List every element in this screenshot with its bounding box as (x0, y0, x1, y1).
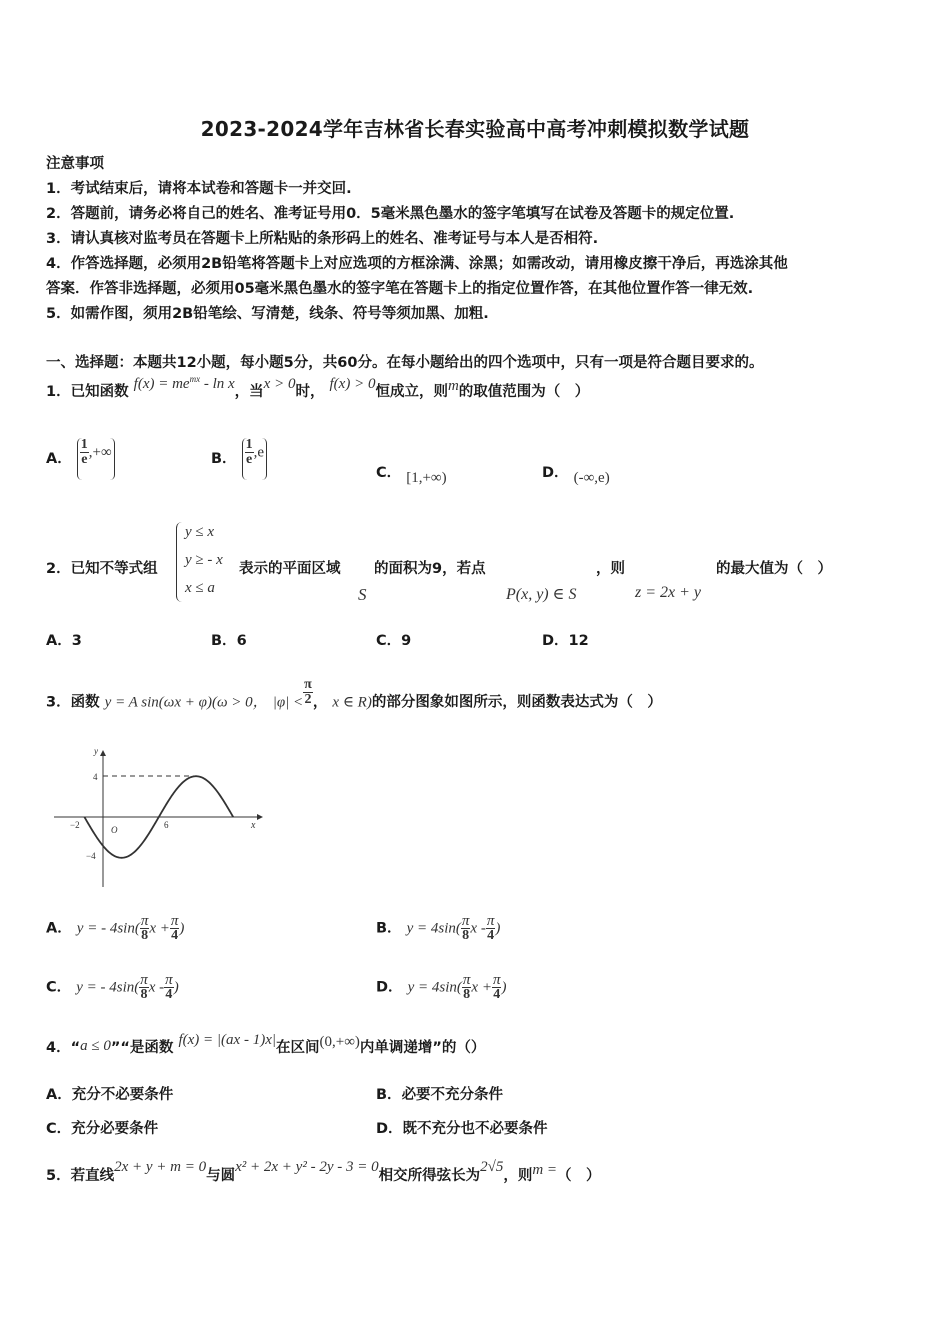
question-1: 1．已知函数 $f(x) = me^{mx} - \ln x$，当x > 0时， f(x) > 0恒成立，则m的取值范围为（ ） (46, 374, 590, 400)
notice-item-4: 4．作答选择题，必须用2B铅笔将答题卡上对应选项的方框涂满、涂黑；如需改动，请用橡皮擦干净后，再选涂其他 (46, 256, 788, 272)
q2-point: P(x, y) ∈ S (506, 586, 577, 603)
question-3: 3．函数 y = A sin(ωx + φ)(ω > 0， |φ| < $\frac{\pi}{2}$ ， x ∈ R)的部分图象如图所示，则函数表达式为（ ） (46, 677, 662, 711)
q1-option-d[interactable]: D． (-∞,e) (542, 465, 610, 486)
q5-line: 2x + y + m = 0 (114, 1159, 207, 1175)
notice-item-1: 1．考试结束后，请将本试卷和答题卡一并交回. (46, 181, 352, 197)
q4-option-d[interactable]: D．既不充分也不必要条件 (376, 1121, 548, 1137)
q2-text-4: 的最大值为（ ） (716, 561, 832, 577)
q2-option-d[interactable]: D．12 (542, 633, 589, 649)
q1-option-b[interactable]: B． $\frac{1}{e}$ ,e (211, 438, 267, 480)
q2-option-b[interactable]: B．6 (211, 633, 247, 649)
q5-chord: 2√5 (480, 1159, 504, 1175)
q4-option-c[interactable]: C．充分必要条件 (46, 1121, 159, 1137)
x-axis-label: x (251, 820, 256, 831)
tick-label-neg4: −4 (86, 851, 96, 861)
q1-a-frac: $\frac{1}{e}$ (80, 437, 88, 467)
q2-inequality-system: y ≤ x y ≥ - x x ≤ a (176, 522, 239, 602)
page-title: 2023-2024学年吉林省长春实验高中高考冲刺模拟数学试题 (200, 117, 750, 141)
section-heading: 一、选择题：本题共12小题，每小题5分，共60分。在每小题给出的四个选项中，只有一项是符合题目要求的。 (46, 355, 764, 371)
q1-b-frac: $\frac{1}{e}$ (245, 437, 253, 467)
q4-option-a[interactable]: A．充分不必要条件 (46, 1087, 174, 1103)
origin-label: O (111, 825, 118, 835)
q3-option-a[interactable]: A． y = - 4sin( $\frac{\pi}{8}$ x + $\frac{\pi}{4}$ ) (46, 913, 185, 943)
q1-number: 1．已知函数 (46, 384, 129, 400)
q3-option-c[interactable]: C． y = - 4sin( $\frac{\pi}{8}$ x - $\frac{\pi}{4}$ ) (46, 972, 179, 1002)
tick-label-4: 4 (93, 772, 98, 782)
tick-label-neg2: −2 (70, 820, 80, 830)
notice-item-3: 3．请认真核对监考员在答题卡上所粘贴的条形码上的姓名、准考证号与本人是否相符. (46, 231, 599, 247)
notice-heading: 注意事项 (46, 156, 104, 172)
q1-function: $f(x) = me^{mx} - \ln x$ (133, 374, 235, 392)
q3-option-b[interactable]: B． y = 4sin( $\frac{\pi}{8}$ x - $\frac{\pi}{4}$ ) (376, 913, 501, 943)
notice-item-2: 2．答题前，请务必将自己的姓名、准考证号用0．5毫米黑色墨水的签字笔填写在试卷及答题卡的规定位置. (46, 206, 735, 222)
q1-option-a[interactable]: A． $\frac{1}{e}$ ,+∞ (46, 438, 115, 480)
question-5: 5．若直线2x + y + m = 0与圆x² + 2x + y² - 2y - 3 = 0相交所得弦长为2√5，则m =（ ） (46, 1159, 601, 1184)
q2-set-s: S (358, 585, 367, 604)
q2-number: 2．已知不等式组 (46, 561, 158, 577)
q5-circle: x² + 2x + y² - 2y - 3 = 0 (235, 1159, 379, 1175)
notice-item-5: 5．如需作图，须用2B铅笔绘、写清楚，线条、符号等须加黑、加粗. (46, 306, 489, 322)
q2-option-a[interactable]: A．3 (46, 633, 82, 649)
q2-z-expr: z = 2x + y (635, 584, 702, 601)
q4-function: f(x) = |(ax - 1)x| (178, 1032, 276, 1048)
question-4: 4．“a ≤ 0”“是函数 f(x) = |(ax - 1)x|在区间(0,+∞)内单调递增”的（） (46, 1032, 486, 1056)
y-axis-label: y (94, 746, 98, 756)
q3-option-d[interactable]: D． y = 4sin( $\frac{\pi}{8}$ x + $\frac{\pi}{4}$ ) (376, 972, 507, 1002)
tick-label-6: 6 (164, 820, 169, 830)
q2-text-3: ，则 (596, 561, 625, 577)
q2-option-c[interactable]: C．9 (376, 633, 412, 649)
q4-option-b[interactable]: B．必要不充分条件 (376, 1087, 504, 1103)
q2-text-2: 的面积为9，若点 (374, 561, 486, 577)
q1-option-c[interactable]: C． [1,+∞) (376, 465, 447, 486)
q3-function: y = A sin(ωx + φ)(ω > 0， (104, 694, 268, 711)
notice-item-4-cont: 答案．作答非选择题，必须用05毫米黑色墨水的签字笔在答题卡上的指定位置作答，在其他位置作答一律无效. (46, 281, 754, 297)
q3-sine-graph (50, 745, 270, 895)
q2-text-1: 表示的平面区域 (239, 561, 341, 577)
